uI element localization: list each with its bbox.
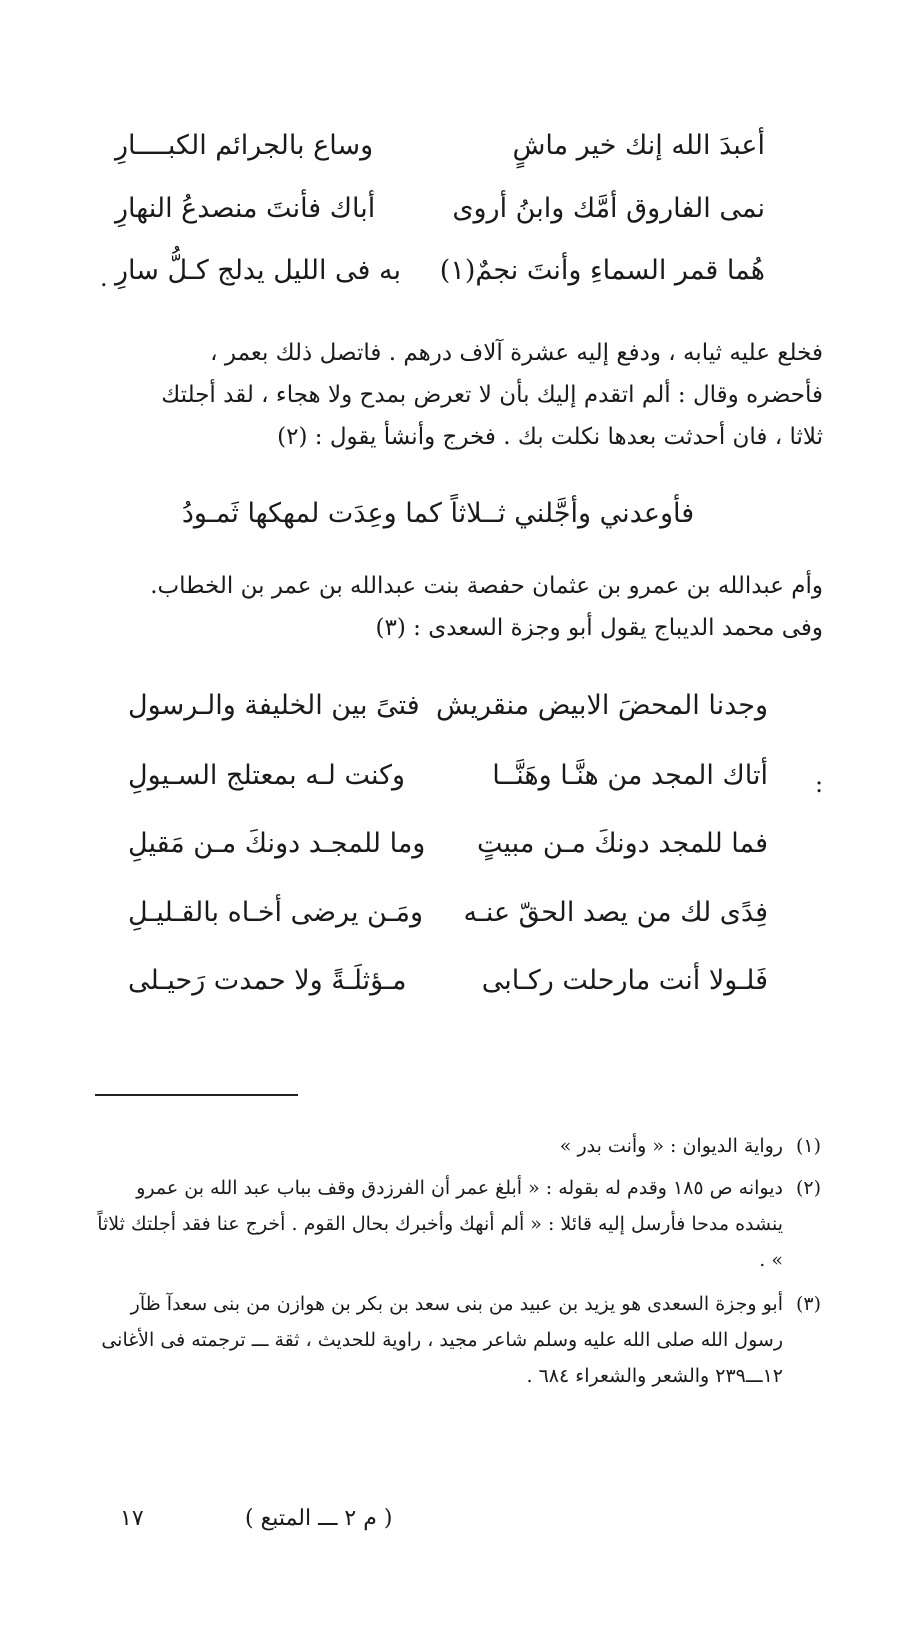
stray-mark: : bbox=[815, 770, 824, 798]
verse-second-hemistich: فتىً بين الخليفة والـرسول bbox=[128, 690, 420, 721]
paragraph-line: فأحضره وقال : ألم اتقدم إليك بأن لا تعرض بمدح ولا هجاء ، لقد أجلتك bbox=[161, 382, 823, 408]
verse-first-hemistich: أتاك المجد من هنَّـا وهَنَّــا bbox=[492, 760, 768, 791]
verse-first-hemistich: فَلـولا أنت مارحلت ركـابى bbox=[481, 965, 768, 996]
verse-line bbox=[115, 255, 765, 305]
verse-second-hemistich: وكنت لـه بمعتلج السـيولِ bbox=[128, 760, 406, 791]
verse-second-hemistich: ومَـن يرضى أخـاه بالقـليـلِ bbox=[128, 897, 424, 928]
footnote-text: ديوانه ص ١٨٥ وقدم له بقوله : « أبلغ عمر أن الفرزدق وقف بباب عبد الله بن عمرو ينشده مدحا فأرسل إليه قائلا : « ألم أنهك وأخبرك بحال القوم . أخرج عنا فقد أجلتك ثلاثاً » . bbox=[97, 1177, 783, 1271]
paragraph-2 bbox=[95, 565, 823, 649]
footnote-text: أبو وجزة السعدى هو يزيد بن عبيد من بنى سعد بن بكر بن هوازن من بنى سعدآ ظآر رسول الله صلى الله عليه وسلم شاعر مجيد ، راوية للحديث ، ثقة ـــ ترجمته فى الأغانى ١٢ـــ٢٣٩ والشعر والشعراء ٦٨٤ . bbox=[101, 1293, 783, 1387]
verse-first-hemistich: هُما قمر السماءِ وأنتَ نجمٌ(١) bbox=[439, 255, 765, 286]
verse-second-hemistich: مـؤثلَـةً ولا حمدت رَحيـلى bbox=[128, 965, 407, 996]
single-verse bbox=[128, 498, 748, 548]
verse-line bbox=[128, 828, 768, 878]
footnote-3 bbox=[95, 1286, 821, 1394]
footnote-2 bbox=[95, 1170, 821, 1278]
verse-first-hemistich: نمى الفاروق أمَّك وابنُ أروى bbox=[452, 193, 765, 224]
paragraph-line: وفى محمد الديباج يقول أبو وجزة السعدى : (٣) bbox=[375, 615, 823, 641]
verse-second-hemistich: وساع بالجرائم الكبــــارِ bbox=[115, 130, 374, 161]
footnote-1 bbox=[95, 1128, 821, 1164]
stray-mark: . bbox=[100, 264, 108, 292]
verse-text: فأوعدني وأجَّلني ثــلاثاً كما وعِدَت لمهكها ثَمـودُ bbox=[181, 498, 695, 529]
verse-line bbox=[115, 130, 765, 180]
verse-line bbox=[128, 690, 768, 740]
footnote-number: (٢) bbox=[795, 1177, 821, 1199]
page-number: ١٧ bbox=[120, 1506, 144, 1531]
verse-second-hemistich: به فى الليل يدلج كـلُّ سارِ bbox=[115, 255, 402, 286]
verse-first-hemistich: أعبدَ الله إنك خير ماشٍ bbox=[512, 130, 765, 161]
verse-first-hemistich: فما للمجد دونكَ مـن مبيتٍ bbox=[477, 828, 768, 859]
verse-first-hemistich: وجدنا المحضَ الابيض منقريش bbox=[436, 690, 768, 721]
verse-first-hemistich: فِدًى لك من يصد الحقّ عنـه bbox=[463, 897, 768, 928]
paragraph-1 bbox=[95, 332, 823, 458]
footnote-number: (٣) bbox=[795, 1293, 821, 1315]
verse-second-hemistich: وما للمجـد دونكَ مـن مَقيلِ bbox=[128, 828, 426, 859]
paragraph-line: ثلاثا ، فان أحدثت بعدها نكلت بك . فخرج وأنشأ يقول : (٢) bbox=[277, 424, 823, 450]
paragraph-line: فخلع عليه ثيابه ، ودفع إليه عشرة آلاف درهم . فاتصل ذلك بعمر ، bbox=[210, 340, 823, 366]
verse-line bbox=[128, 760, 768, 810]
verse-line bbox=[128, 965, 768, 1015]
printer-signature: ( م ٢ ـــ المتبع ) bbox=[245, 1506, 393, 1531]
verse-second-hemistich: أباك فأنتَ منصدعُ النهارِ bbox=[115, 193, 376, 224]
footnote-text: رواية الديوان : « وأنت بدر » bbox=[559, 1135, 783, 1157]
verse-line bbox=[128, 897, 768, 947]
footnote-separator bbox=[95, 1094, 298, 1096]
footnote-number: (١) bbox=[795, 1135, 821, 1157]
paragraph-line: وأم عبدالله بن عمرو بن عثمان حفصة بنت عبدالله بن عمر بن الخطاب. bbox=[150, 573, 823, 599]
verse-line bbox=[115, 193, 765, 243]
